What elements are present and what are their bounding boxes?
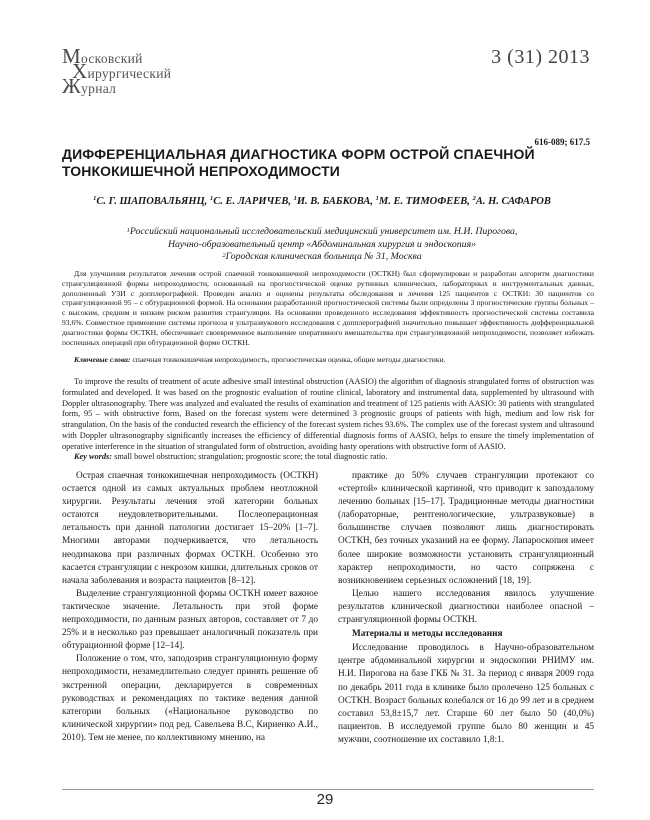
paragraph: Выделение странгуляционной формы ОСТКН имеет важное тактическое значение. Летальность при этой форме непроходимости, по данным разных авторов, составляет от 7 до 25% и в несколько раз превышает аналогичный показатель при обтурационной форме [12–14]. <box>62 588 318 652</box>
issue-number: 3 (31) 2013 <box>491 46 590 68</box>
paragraph: Целью нашего исследования явилось улучшение результатов клинической диагностики наиболее опасной – странгуляционной формы ОСТКН. <box>338 588 594 626</box>
udc-code: 616-089; 617.5 <box>534 137 590 147</box>
paragraph: практике до 50% случаев странгуляции протекают со «стертой» клинической картиной, что приводит к запоздалому лечению больных [15–17]. Традиционные методы диагностики (лабораторные, рентгенологические, ультразвуковые) в большинстве случаев позволяют лишь диагностировать ОСТКН, без точных указаний на ее форму. Лапароскопия имеет более широкие возможности установить странгуляционный характер непроходимости, но часто сопряжена с возникновением серьезных осложнений [18, 19]. <box>338 471 594 586</box>
affiliation-1a: $^1$Российский национальный исследовательский медицинский университет им. Н.И. Пирогова, <box>126 226 518 237</box>
author: $^1$И. В. БАБКОВА, <box>293 195 374 207</box>
paragraph: Исследование проводилось в Научно-образовательном центре абдоминальной хирургии и эндоскопии РНИМУ им. Н.И. Пирогова на базе ГКБ № 31. За период с января 2009 года по декабрь 2011 года в клинике было пролечено 125 больных с ОСТКН. Возраст больных колебался от 16 до 99 лет и в среднем составил 53,8±15,7 лет. Старше 60 лет было 50 (40,0%) пациентов. В исследуемой группе было 80 женщин и 45 мужчин, соотношение их составило 1,8:1. <box>338 643 594 745</box>
page-number: 29 <box>316 791 334 808</box>
author-list <box>62 196 582 207</box>
journal-name-line2: Хирургический <box>72 59 172 83</box>
body-column-left <box>62 470 318 745</box>
keywords-english: Key words: small bowel obstruction; strangulation; prognostic score; the total diagnostic ratio. <box>74 452 388 461</box>
author: $^1$С. Е. ЛАРИЧЕВ, <box>209 195 291 207</box>
paragraph: Острая спаечная тонкокишечная непроходимость (ОСТКН) остается одной из самых актуальных проблем неотложной хирургии. Результаты лечения этой категории больных остаются неудовлетворительными. Послеоперационная летальность при данной патологии достигает 15–20% [1–7]. Многими авторами подчеркивается, что летальность неодинакова при различных формах ОСТКН. Особенно это касается странгуляции с некрозом кишки, длительных сроков от начала заболевания и возраста пациентов [8–12]. <box>62 471 318 586</box>
journal-name-line3: Журнал <box>62 74 117 98</box>
author: $^2$А. Н. САФАРОВ <box>472 195 551 207</box>
abstract-russian: Для улучшения результатов лечения острой спаечной тонкокишечной непроходимости (ОСТКН) был сформулирован и разработан алгоритм диагностики странгуляционной формы непроходимости, основанный на прогностической оценке рутинных клинических, лабораторных и инструментальных данных, дополненный УЗИ с допплерографией. Проведен анализ и оценены результаты обследования и лечения 125 пациентов с ОСТКН: 30 пациентов со странгуляционной 95 – с обтурационной формой. На основании разработанной прогностической системы были определены 3 прогностические группы больных – с высоким, средним и низким риском развития странгуляции. На основании проведенного исследования эффективность прогностической системы составила 93,6%. Совместное применение системы прогноза и ультразвукового исследования с допплерографией значительно повышает эффективность дифференциальной диагностики формы ОСТКН, обеспечивает своевременное выполнение оперативного вмешательства при странгуляционной непроходимости, позволяет избежать поспешных операций при обтурационной форме ОСТКН. <box>62 269 594 347</box>
paragraph: Положение о том, что, заподозрив странгуляционную форму непроходимости, незамедлительно следует принять решение об экстренной операции, декларируется в современных руководствах и рекомендациях по тактике ведения данной категории больных («Национальное руководство по клинической хирургии» под ред. Савельева В.С, Кириенко А.И., 2010). Тем не менее, по коллективному мнению, на <box>62 654 318 743</box>
journal-name-line1: Московский <box>62 44 143 68</box>
author: $^1$С. Г. ШАПОВАЛЬЯНЦ, <box>93 195 208 207</box>
affiliation-2: $^2$Городская клиническая больница № 31, Москва <box>222 251 422 262</box>
body-column-right <box>338 470 594 747</box>
abstract-english: To improve the results of treatment of acute adhesive small intestinal obstruction (AASIO) the algorithm of diagnosis strangulated forms of obstruction was formulated and developed. It was based on the prognostic evaluation of routine clinical, laboratory and instrumental data, supplemented by ultrasound with Doppler ultrasonography. There was analyzed and evaluated the results of examination and treatment of 125 patients with AASIO: 30 patients with strangulated form, 95 – with obstructive form, Based on the forecast system were determined 3 prognostic groups of patients with high, medium and low risk for strangulation. On the basis of the conducted research the efficiency of the forecast system riches 93.6%. The complex use of the forecast system and ultrasound with Doppler ultrasonography significantly increases the efficiency of differential diagnosis forms of AASIO, helps to ensure the timely implementation of operative interference in the situation of strangulated form of obstruction, avoiding hasty operations with obstructive form of AASIO. <box>62 377 594 451</box>
section-heading: Материалы и методы исследования <box>352 629 503 640</box>
journal-logo <box>62 44 212 98</box>
affiliation-1b: Научно-образовательный центр «Абдоминальная хирургия и эндоскопия» <box>167 238 477 250</box>
article-title: ДИФФЕРЕНЦИАЛЬНАЯ ДИАГНОСТИКА ФОРМ ОСТРОЙ СПАЕЧНОЙ ТОНКОКИШЕЧНОЙ НЕПРОХОДИМОСТИ <box>62 146 535 179</box>
footer-divider <box>62 789 594 790</box>
author: $^1$М. Е. ТИМОФЕЕВ, <box>375 195 470 207</box>
affiliations <box>62 226 582 264</box>
keywords-russian: Ключевые слова: спаечная тонкокишечная непроходимость, прогностическая оценка, общие методы диагностики. <box>74 355 446 364</box>
